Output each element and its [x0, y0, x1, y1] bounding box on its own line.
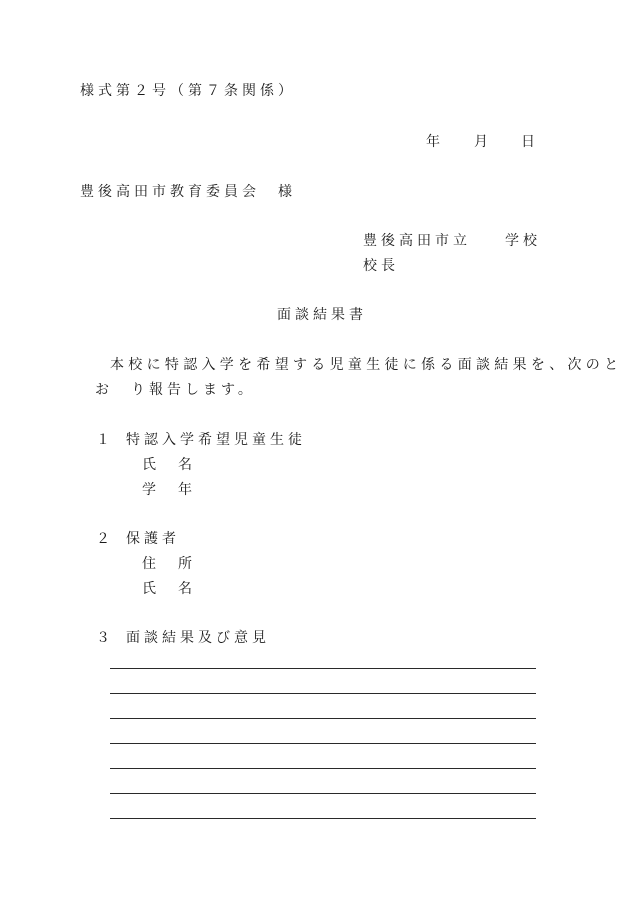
answer-line — [110, 693, 536, 694]
sender-school-suffix: 学校 — [505, 233, 541, 249]
section-2-number: ２ — [96, 531, 114, 547]
answer-line — [110, 793, 536, 794]
section-2-field-address: 住 所 — [142, 556, 196, 572]
section-1-field-name: 氏 名 — [142, 457, 196, 473]
section-3-heading: 面談結果及び意見 — [126, 630, 270, 646]
sender-principal: 校長 — [363, 258, 399, 274]
section-1-field-grade: 学 年 — [142, 482, 196, 498]
answer-line — [110, 818, 536, 819]
date-month-label: 月 — [474, 134, 492, 150]
sender-school-prefix: 豊後高田市立 — [363, 233, 471, 249]
date-year-label: 年 — [426, 134, 444, 150]
answer-line — [110, 668, 536, 669]
section-1-heading: 特認入学希望児童生徒 — [126, 432, 306, 448]
body-text-line-1: 本校に特認入学を希望する児童生徒に係る面談結果を、次のと — [110, 357, 623, 373]
section-2-heading: 保護者 — [126, 531, 180, 547]
answer-line — [110, 718, 536, 719]
section-3-number: ３ — [96, 630, 114, 646]
answer-line — [110, 768, 536, 769]
section-1-number: １ — [96, 432, 114, 448]
date-day-label: 日 — [521, 134, 539, 150]
document-title: 面談結果書 — [277, 307, 367, 323]
section-2-field-name: 氏 名 — [142, 581, 196, 597]
answer-line — [110, 743, 536, 744]
body-text-line-2: お り報告します。 — [95, 382, 256, 398]
form-number: 様式第２号（第７条関係） — [80, 83, 296, 99]
addressee: 豊後高田市教育委員会 様 — [80, 184, 296, 200]
